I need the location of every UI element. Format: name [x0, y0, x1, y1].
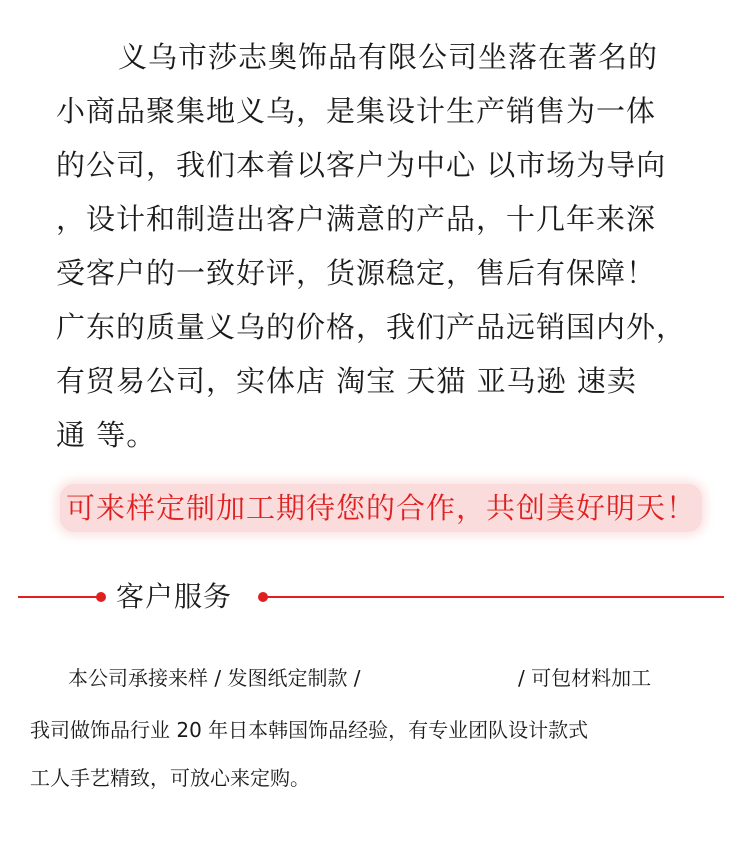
- intro-line: 的公司，我们本着以客户为中心 以市场为导向: [56, 148, 667, 182]
- intro-line: ，设计和制造出客户满意的产品，十几年来深: [56, 202, 657, 236]
- intro-line: 义乌市莎志奥饰品有限公司坐落在著名的: [118, 40, 659, 74]
- intro-line: 受客户的一致好评，货源稳定，售后有保障！: [56, 256, 657, 290]
- section-divider: [18, 577, 724, 617]
- slogan-banner: 可来样定制加工期待您的合作，共创美好明天！: [60, 484, 702, 532]
- service-line-experience: 我司做饰品行业 20 年日本韩国饰品经验，有专业团队设计款式: [30, 718, 589, 742]
- divider-dot-left: [96, 592, 106, 602]
- service-line-materials: / 可包材料加工: [518, 666, 652, 690]
- section-title: 客户服务: [116, 580, 233, 613]
- intro-line: 有贸易公司，实体店 淘宝 天猫 亚马逊 速卖: [56, 364, 637, 398]
- company-intro: [56, 30, 716, 462]
- divider-line-left: [18, 596, 98, 598]
- service-line-craft: 工人手艺精致，可放心来定购。: [30, 766, 310, 790]
- intro-line: 广东的质量义乌的价格，我们产品远销国内外，: [56, 310, 687, 344]
- service-line-custom: 本公司承接来样 / 发图纸定制款 /: [68, 666, 361, 690]
- intro-line: 小商品聚集地义乌，是集设计生产销售为一体: [56, 94, 657, 128]
- divider-line-right: [266, 596, 724, 598]
- intro-line: 通 等。: [56, 418, 157, 452]
